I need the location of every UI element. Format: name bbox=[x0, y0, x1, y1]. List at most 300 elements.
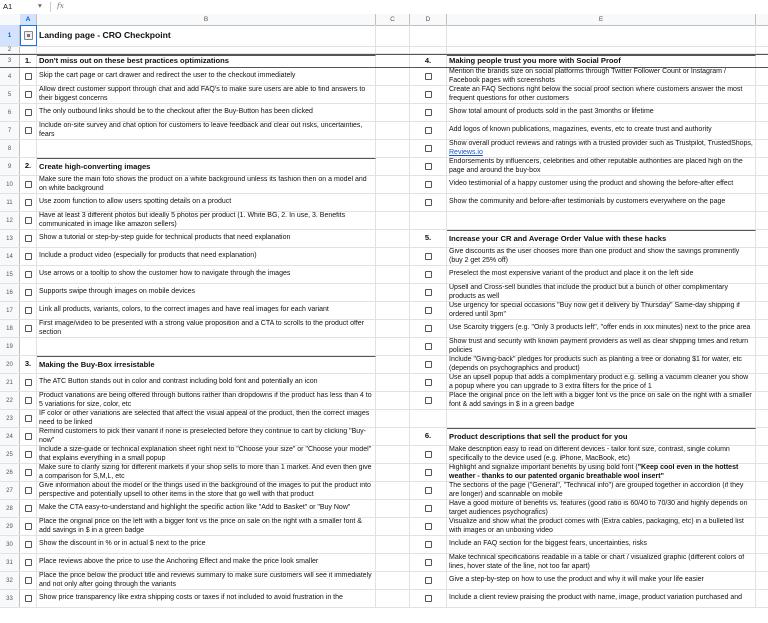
cell-e[interactable] bbox=[447, 554, 756, 571]
cell-f[interactable] bbox=[756, 55, 768, 67]
cell-d[interactable] bbox=[410, 194, 447, 211]
cell-d[interactable] bbox=[410, 122, 447, 139]
cell-f[interactable] bbox=[756, 410, 768, 427]
cell-b[interactable] bbox=[37, 284, 376, 301]
cell-a[interactable] bbox=[20, 86, 37, 103]
cell-f[interactable] bbox=[756, 464, 768, 481]
cell-e[interactable] bbox=[447, 104, 756, 121]
row-number[interactable]: 26 bbox=[0, 464, 20, 481]
checkbox[interactable] bbox=[25, 235, 32, 242]
cell-f[interactable] bbox=[756, 122, 768, 139]
checkbox[interactable] bbox=[25, 577, 32, 584]
checklist-item-text: Make the CTA easy-to-understand and highlight the specific action like "Add to Basket" or "Buy Now" bbox=[39, 504, 351, 512]
cell-a[interactable] bbox=[20, 55, 37, 67]
cell-d[interactable] bbox=[410, 230, 447, 247]
cell-e[interactable] bbox=[447, 590, 756, 607]
cell-f[interactable] bbox=[756, 104, 768, 121]
cell-e[interactable] bbox=[447, 47, 756, 53]
cell-b[interactable] bbox=[37, 230, 376, 247]
cell-c[interactable] bbox=[376, 392, 410, 409]
checkbox[interactable] bbox=[25, 451, 32, 458]
checkbox[interactable] bbox=[25, 109, 32, 116]
cell-a[interactable] bbox=[20, 554, 37, 571]
cell-b[interactable] bbox=[37, 194, 376, 211]
cell-d[interactable] bbox=[410, 356, 447, 373]
row-number[interactable]: 4 bbox=[0, 68, 20, 85]
checkbox[interactable] bbox=[25, 523, 32, 530]
cell-a[interactable] bbox=[20, 572, 37, 589]
column-header-a[interactable]: A bbox=[20, 14, 37, 25]
cell-b[interactable] bbox=[37, 392, 376, 409]
cell-c[interactable] bbox=[376, 338, 410, 355]
cell-d[interactable] bbox=[410, 212, 447, 229]
cell-b[interactable] bbox=[37, 320, 376, 337]
cell-e[interactable] bbox=[447, 55, 756, 67]
page-title[interactable] bbox=[37, 25, 376, 46]
checkbox[interactable] bbox=[25, 379, 32, 386]
row-number[interactable]: 7 bbox=[0, 122, 20, 139]
cell-b[interactable] bbox=[37, 47, 376, 53]
checkbox[interactable] bbox=[25, 127, 32, 134]
checkbox[interactable] bbox=[25, 541, 32, 548]
cell-f[interactable] bbox=[756, 572, 768, 589]
cell-c[interactable] bbox=[376, 500, 410, 517]
cell-e[interactable] bbox=[447, 122, 756, 139]
cell-f[interactable] bbox=[756, 68, 768, 85]
row-number[interactable]: 29 bbox=[0, 518, 20, 535]
cell-b[interactable] bbox=[37, 176, 376, 193]
cell-e[interactable] bbox=[447, 86, 756, 103]
row-number[interactable]: 11 bbox=[0, 194, 20, 211]
cell-d[interactable] bbox=[410, 590, 447, 607]
cell-b[interactable] bbox=[37, 104, 376, 121]
cell-b[interactable] bbox=[37, 500, 376, 517]
table-row bbox=[0, 446, 768, 464]
column-header-b[interactable]: B bbox=[37, 14, 376, 25]
reviews-link[interactable]: Reviews.io bbox=[449, 148, 483, 156]
row-number[interactable]: 31 bbox=[0, 554, 20, 571]
row-number[interactable]: 1 bbox=[0, 25, 20, 46]
chevron-down-icon[interactable]: ▾ bbox=[38, 1, 42, 10]
cell-c[interactable] bbox=[376, 482, 410, 499]
cell-a[interactable] bbox=[20, 500, 37, 517]
row-number[interactable]: 23 bbox=[0, 410, 20, 427]
cell-f[interactable] bbox=[756, 518, 768, 535]
cell-d[interactable] bbox=[410, 176, 447, 193]
checkbox[interactable] bbox=[425, 559, 432, 566]
cell-f[interactable] bbox=[756, 302, 768, 319]
row-number[interactable]: 20 bbox=[0, 356, 20, 373]
cell-a[interactable] bbox=[20, 47, 37, 53]
cell-d[interactable] bbox=[410, 55, 447, 67]
cell-f[interactable] bbox=[756, 554, 768, 571]
cell-b[interactable] bbox=[37, 266, 376, 283]
table-row bbox=[0, 104, 768, 122]
cell-c[interactable] bbox=[376, 590, 410, 607]
row-number[interactable]: 3 bbox=[0, 55, 20, 67]
cell-a[interactable] bbox=[20, 392, 37, 409]
cell-d[interactable] bbox=[410, 482, 447, 499]
cell-e[interactable] bbox=[447, 482, 756, 499]
cell-e[interactable] bbox=[447, 374, 756, 391]
checkbox[interactable] bbox=[25, 487, 32, 494]
cell-c[interactable] bbox=[376, 536, 410, 553]
checkbox[interactable] bbox=[425, 145, 432, 152]
cell-c[interactable] bbox=[376, 446, 410, 463]
cell-f[interactable] bbox=[756, 590, 768, 607]
checkbox[interactable] bbox=[425, 361, 432, 368]
cell-c[interactable] bbox=[376, 464, 410, 481]
row-number[interactable]: 12 bbox=[0, 212, 20, 229]
checkbox[interactable] bbox=[425, 289, 432, 296]
cell-c[interactable] bbox=[376, 374, 410, 391]
row-number[interactable]: 14 bbox=[0, 248, 20, 265]
row-number[interactable]: 27 bbox=[0, 482, 20, 499]
cell-f[interactable] bbox=[756, 374, 768, 391]
cell-d[interactable] bbox=[410, 572, 447, 589]
row-number[interactable]: 5 bbox=[0, 86, 20, 103]
cell-e[interactable] bbox=[447, 248, 756, 265]
cell-b[interactable] bbox=[37, 356, 376, 373]
column-header-d[interactable]: D bbox=[410, 14, 447, 25]
cell-d[interactable] bbox=[410, 428, 447, 445]
cell-b[interactable] bbox=[37, 338, 376, 355]
cell-d[interactable] bbox=[410, 518, 447, 535]
cell-f[interactable] bbox=[756, 25, 768, 46]
cell-d[interactable] bbox=[410, 104, 447, 121]
cell-a[interactable] bbox=[20, 176, 37, 193]
cell-c[interactable] bbox=[376, 194, 410, 211]
cell-e[interactable] bbox=[447, 25, 756, 46]
cell-c[interactable] bbox=[376, 266, 410, 283]
cell-a[interactable] bbox=[20, 284, 37, 301]
cell-a[interactable] bbox=[20, 104, 37, 121]
cell-e[interactable] bbox=[447, 176, 756, 193]
checkbox[interactable] bbox=[25, 271, 32, 278]
cell-a[interactable] bbox=[20, 590, 37, 607]
cell-a[interactable] bbox=[20, 356, 37, 373]
cell-c[interactable] bbox=[376, 356, 410, 373]
cell-c[interactable] bbox=[376, 518, 410, 535]
cell-d[interactable] bbox=[410, 374, 447, 391]
cell-c[interactable] bbox=[376, 284, 410, 301]
checkbox[interactable] bbox=[25, 91, 32, 98]
checkbox[interactable] bbox=[25, 415, 32, 422]
cell-d[interactable] bbox=[410, 302, 447, 319]
cell-d[interactable] bbox=[410, 410, 447, 427]
cell-f[interactable] bbox=[756, 194, 768, 211]
row-number[interactable]: 24 bbox=[0, 428, 20, 445]
cell-e[interactable] bbox=[447, 230, 756, 247]
checkbox[interactable] bbox=[425, 73, 432, 80]
row-number[interactable]: 15 bbox=[0, 266, 20, 283]
cell-e[interactable] bbox=[447, 194, 756, 211]
cell-c[interactable] bbox=[376, 212, 410, 229]
cell-f[interactable] bbox=[756, 428, 768, 445]
cell-d[interactable] bbox=[410, 464, 447, 481]
checkbox[interactable] bbox=[25, 181, 32, 188]
cell-f[interactable] bbox=[756, 500, 768, 517]
checkbox[interactable] bbox=[25, 73, 32, 80]
cell-d[interactable] bbox=[410, 248, 447, 265]
cell-d[interactable] bbox=[410, 392, 447, 409]
cell-a[interactable] bbox=[20, 374, 37, 391]
cell-a[interactable] bbox=[20, 266, 37, 283]
cell-c[interactable] bbox=[376, 47, 410, 53]
cell-c[interactable] bbox=[376, 68, 410, 85]
checkbox[interactable] bbox=[25, 595, 32, 602]
row-number[interactable]: 8 bbox=[0, 140, 20, 157]
cell-d[interactable] bbox=[410, 266, 447, 283]
cell-f[interactable] bbox=[756, 248, 768, 265]
cell-c[interactable] bbox=[376, 428, 410, 445]
cell-f[interactable] bbox=[756, 536, 768, 553]
cell-c[interactable] bbox=[376, 572, 410, 589]
checkbox[interactable] bbox=[425, 523, 432, 530]
checkbox[interactable] bbox=[425, 541, 432, 548]
cell-a[interactable] bbox=[20, 140, 37, 157]
row-number[interactable]: 33 bbox=[0, 590, 20, 607]
cell-b[interactable] bbox=[37, 122, 376, 139]
cell-c[interactable] bbox=[376, 554, 410, 571]
checkbox[interactable] bbox=[425, 163, 432, 170]
cell-c[interactable] bbox=[376, 320, 410, 337]
checkbox[interactable] bbox=[25, 199, 32, 206]
checkbox[interactable] bbox=[425, 397, 432, 404]
cell-b[interactable] bbox=[37, 464, 376, 481]
cell-b[interactable] bbox=[37, 248, 376, 265]
cell-b[interactable] bbox=[37, 428, 376, 445]
cell-c[interactable] bbox=[376, 230, 410, 247]
checkbox[interactable] bbox=[25, 433, 32, 440]
cell-reference[interactable]: A1 bbox=[3, 2, 13, 11]
cell-a[interactable] bbox=[20, 302, 37, 319]
cell-d[interactable] bbox=[410, 338, 447, 355]
checkbox[interactable] bbox=[425, 91, 432, 98]
cell-a[interactable] bbox=[20, 122, 37, 139]
checkbox[interactable] bbox=[425, 271, 432, 278]
cell-e[interactable] bbox=[447, 212, 756, 229]
cell-f[interactable] bbox=[756, 446, 768, 463]
table-row bbox=[0, 356, 768, 374]
cell-c[interactable] bbox=[376, 140, 410, 157]
cell-b[interactable] bbox=[37, 554, 376, 571]
checkbox[interactable] bbox=[25, 559, 32, 566]
cell-f[interactable] bbox=[756, 392, 768, 409]
cell-d[interactable] bbox=[410, 536, 447, 553]
checkbox[interactable] bbox=[425, 253, 432, 260]
cell-a[interactable] bbox=[20, 68, 37, 85]
checklist-item-text: Include on-site survey and chat option for customers to leave feedback and clear out risks, uncertainties, fears bbox=[39, 122, 363, 138]
row-number[interactable]: 16 bbox=[0, 284, 20, 301]
checkbox[interactable] bbox=[425, 595, 432, 602]
checkbox[interactable] bbox=[25, 253, 32, 260]
checkbox[interactable] bbox=[25, 217, 32, 224]
row-number[interactable]: 25 bbox=[0, 446, 20, 463]
cell-b[interactable] bbox=[37, 68, 376, 85]
checkbox[interactable] bbox=[25, 289, 32, 296]
checkbox[interactable] bbox=[425, 577, 432, 584]
cell-b[interactable] bbox=[37, 302, 376, 319]
checkbox[interactable] bbox=[425, 487, 432, 494]
checkbox[interactable] bbox=[25, 469, 32, 476]
checkbox[interactable] bbox=[425, 307, 432, 314]
cell-e[interactable] bbox=[447, 500, 756, 517]
cell-f[interactable] bbox=[756, 230, 768, 247]
column-header-e[interactable]: E bbox=[447, 14, 756, 25]
cell-c[interactable] bbox=[376, 176, 410, 193]
checkbox[interactable] bbox=[425, 343, 432, 350]
cell-d[interactable] bbox=[410, 158, 447, 175]
cell-a[interactable] bbox=[20, 536, 37, 553]
cell-e[interactable] bbox=[447, 410, 756, 427]
row-number[interactable]: 9 bbox=[0, 158, 20, 175]
table-row bbox=[0, 338, 768, 356]
row-number[interactable]: 19 bbox=[0, 338, 20, 355]
cell-b[interactable] bbox=[37, 55, 376, 67]
cell-c[interactable] bbox=[376, 104, 410, 121]
row-number[interactable]: 21 bbox=[0, 374, 20, 391]
cell-a[interactable] bbox=[20, 428, 37, 445]
row-number[interactable]: 2 bbox=[0, 47, 20, 53]
cell-c[interactable] bbox=[376, 25, 410, 46]
checkbox[interactable] bbox=[25, 397, 32, 404]
cell-e[interactable] bbox=[447, 320, 756, 337]
cell-b[interactable] bbox=[37, 140, 376, 157]
cell-b[interactable] bbox=[37, 446, 376, 463]
cell-f[interactable] bbox=[756, 140, 768, 157]
cell-c[interactable] bbox=[376, 302, 410, 319]
cell-e[interactable] bbox=[447, 68, 756, 85]
cell-a[interactable] bbox=[20, 194, 37, 211]
cell-d[interactable] bbox=[410, 47, 447, 53]
cell-b[interactable] bbox=[37, 536, 376, 553]
checkbox[interactable] bbox=[425, 127, 432, 134]
cell-e[interactable] bbox=[447, 284, 756, 301]
cell-e[interactable] bbox=[447, 428, 756, 445]
row-number[interactable]: 28 bbox=[0, 500, 20, 517]
cell-d[interactable] bbox=[410, 500, 447, 517]
cell-e[interactable] bbox=[447, 356, 756, 373]
cell-f[interactable] bbox=[756, 158, 768, 175]
cell-a[interactable] bbox=[20, 518, 37, 535]
cell-d[interactable] bbox=[410, 68, 447, 85]
cell-d[interactable] bbox=[410, 25, 447, 46]
checkbox[interactable] bbox=[425, 505, 432, 512]
cell-a[interactable] bbox=[20, 464, 37, 481]
cell-f[interactable] bbox=[756, 356, 768, 373]
cell-a[interactable] bbox=[20, 482, 37, 499]
cell-b[interactable] bbox=[37, 482, 376, 499]
checkbox[interactable] bbox=[425, 109, 432, 116]
row-number[interactable]: 6 bbox=[0, 104, 20, 121]
cell-a[interactable] bbox=[20, 158, 37, 175]
row-number[interactable]: 30 bbox=[0, 536, 20, 553]
checkbox[interactable] bbox=[425, 325, 432, 332]
row-number[interactable]: 22 bbox=[0, 392, 20, 409]
checkbox[interactable] bbox=[425, 451, 432, 458]
cell-b[interactable] bbox=[37, 518, 376, 535]
cell-f[interactable] bbox=[756, 320, 768, 337]
cell-d[interactable] bbox=[410, 554, 447, 571]
cell-f[interactable] bbox=[756, 47, 768, 53]
cell-b[interactable] bbox=[37, 212, 376, 229]
cell-f[interactable] bbox=[756, 284, 768, 301]
cell-a[interactable] bbox=[20, 230, 37, 247]
cell-e[interactable] bbox=[447, 266, 756, 283]
cell-d[interactable] bbox=[410, 86, 447, 103]
cell-e[interactable] bbox=[447, 464, 756, 481]
cell-c[interactable] bbox=[376, 410, 410, 427]
cell-f[interactable] bbox=[756, 86, 768, 103]
cell-b[interactable] bbox=[37, 158, 376, 175]
cell-e[interactable] bbox=[447, 392, 756, 409]
cell-a[interactable] bbox=[20, 446, 37, 463]
table-row bbox=[0, 212, 768, 230]
cell-c[interactable] bbox=[376, 158, 410, 175]
cell-b[interactable] bbox=[37, 410, 376, 427]
cell-c[interactable] bbox=[376, 248, 410, 265]
cell-e[interactable] bbox=[447, 302, 756, 319]
cell-f[interactable] bbox=[756, 266, 768, 283]
checkbox[interactable] bbox=[425, 379, 432, 386]
cell-c[interactable] bbox=[376, 86, 410, 103]
cell-e[interactable] bbox=[447, 140, 756, 157]
cell-e[interactable] bbox=[447, 446, 756, 463]
cell-e[interactable] bbox=[447, 158, 756, 175]
checkbox[interactable] bbox=[25, 307, 32, 314]
cell-e[interactable] bbox=[447, 572, 756, 589]
row-number[interactable]: 17 bbox=[0, 302, 20, 319]
cell-b[interactable] bbox=[37, 590, 376, 607]
checklist-item-text: Give information about the model or the things used in the background of the images to put the product into perspective and potentially upsell to other items in the store that go well with that product bbox=[39, 482, 371, 498]
row-number[interactable]: 10 bbox=[0, 176, 20, 193]
cell-a[interactable] bbox=[20, 212, 37, 229]
cell-f[interactable] bbox=[756, 482, 768, 499]
row-number[interactable]: 32 bbox=[0, 572, 20, 589]
checkbox[interactable] bbox=[25, 505, 32, 512]
cell-d[interactable] bbox=[410, 446, 447, 463]
cell-a[interactable] bbox=[20, 248, 37, 265]
cell-e[interactable] bbox=[447, 518, 756, 535]
cell-a[interactable] bbox=[20, 320, 37, 337]
column-header-c[interactable]: C bbox=[376, 14, 410, 25]
cell-c[interactable] bbox=[376, 55, 410, 67]
table-row bbox=[0, 410, 768, 428]
cell-d[interactable] bbox=[410, 140, 447, 157]
cell-f[interactable] bbox=[756, 212, 768, 229]
cell-c[interactable] bbox=[376, 122, 410, 139]
cell-a[interactable] bbox=[20, 338, 37, 355]
cell-a[interactable] bbox=[20, 410, 37, 427]
checkbox[interactable] bbox=[425, 469, 432, 476]
cell-d[interactable] bbox=[410, 284, 447, 301]
cell-f[interactable] bbox=[756, 338, 768, 355]
cell-e[interactable] bbox=[447, 536, 756, 553]
cell-f[interactable] bbox=[756, 176, 768, 193]
checkbox[interactable] bbox=[25, 325, 32, 332]
checkbox[interactable] bbox=[425, 199, 432, 206]
cell-e[interactable] bbox=[447, 338, 756, 355]
cell-b[interactable] bbox=[37, 86, 376, 103]
row-number[interactable]: 18 bbox=[0, 320, 20, 337]
checkbox[interactable] bbox=[425, 181, 432, 188]
checklist-item-text: The sections of the page ("General", "Technical info") are grouped together in accordion (if they are longer) and scannable on mobile bbox=[449, 482, 744, 498]
cell-d[interactable] bbox=[410, 320, 447, 337]
cell-b[interactable] bbox=[37, 374, 376, 391]
row-number[interactable]: 13 bbox=[0, 230, 20, 247]
cell-b[interactable] bbox=[37, 572, 376, 589]
